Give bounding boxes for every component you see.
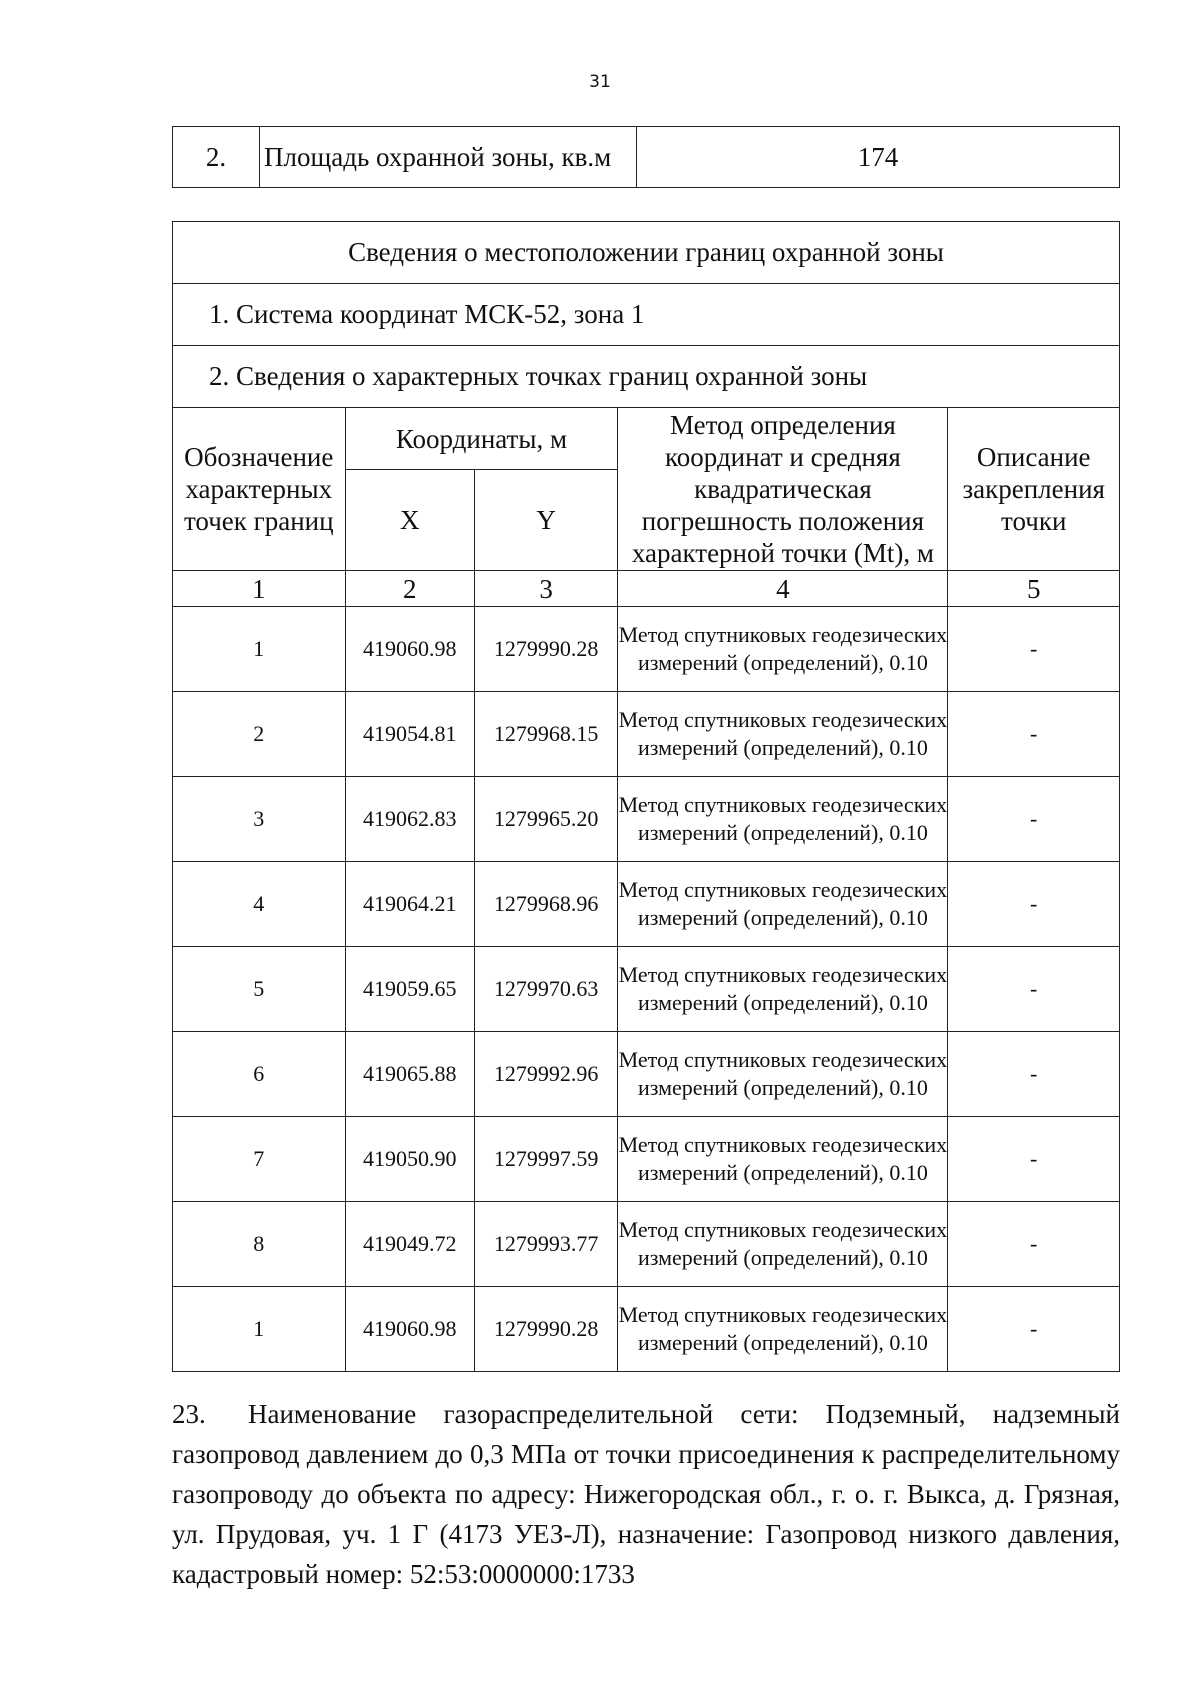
point-description: -: [948, 692, 1120, 777]
point-description: -: [948, 777, 1120, 862]
point-x: 419062.83: [345, 777, 474, 862]
header-x: X: [345, 470, 474, 571]
point-description: -: [948, 862, 1120, 947]
column-number: 1: [173, 571, 346, 607]
paragraph-text: Наименование газораспределительной сети: Подземный, надземный газопровод давлением до 0,3 МПа от точки присоединения к распределительному газопроводу до объекта по адресу: Нижегородская обл., г. о. г. Выкса, д. Грязная, ул. Прудовая, уч. 1 Г (4173 УЕЗ-Л), назначение: Газопровод низкого давления, кадастровый номер: 52:53:0000000:1733: [172, 1399, 1120, 1589]
column-number: 5: [948, 571, 1120, 607]
header-method: Метод определения координат и средняя квадратическая погрешность положения характерной точки (Mt), м: [618, 408, 948, 571]
point-x: 419059.65: [345, 947, 474, 1032]
point-description: -: [948, 1117, 1120, 1202]
column-number: 4: [618, 571, 948, 607]
point-method: Метод спутниковых геодезических измерений (определений), 0.10: [618, 862, 948, 947]
column-number-row: [173, 571, 1120, 607]
area-table: [172, 126, 1120, 188]
point-id: 1: [173, 607, 346, 692]
boundary-table: [172, 221, 1120, 1372]
area-number: 2.: [173, 127, 260, 188]
point-id: 6: [173, 1032, 346, 1117]
point-method: Метод спутниковых геодезических измерений (определений), 0.10: [618, 607, 948, 692]
header-y: Y: [474, 470, 617, 571]
point-method: Метод спутниковых геодезических измерений (определений), 0.10: [618, 1117, 948, 1202]
coordinate-system-row: [173, 284, 1120, 346]
table-row: [173, 947, 1120, 1032]
table-row: [173, 692, 1120, 777]
point-method: Метод спутниковых геодезических измерений (определений), 0.10: [618, 777, 948, 862]
point-x: 419064.21: [345, 862, 474, 947]
paragraph-number: 23.: [172, 1399, 206, 1429]
point-method: Метод спутниковых геодезических измерений (определений), 0.10: [618, 947, 948, 1032]
point-y: 1279992.96: [474, 1032, 617, 1117]
header-coordinates: Координаты, м: [345, 408, 618, 470]
point-description: -: [948, 1287, 1120, 1372]
coordinate-system: 1. Система координат МСК-52, зона 1: [173, 284, 1120, 346]
point-description: -: [948, 947, 1120, 1032]
table-row: [173, 862, 1120, 947]
point-id: 2: [173, 692, 346, 777]
point-method: Метод спутниковых геодезических измерений (определений), 0.10: [618, 692, 948, 777]
table-row: [173, 1117, 1120, 1202]
point-id: 7: [173, 1117, 346, 1202]
point-y: 1279993.77: [474, 1202, 617, 1287]
point-y: 1279990.28: [474, 607, 617, 692]
table-row: [173, 1287, 1120, 1372]
area-label: Площадь охранной зоны, кв.м: [260, 127, 637, 188]
points-info-row: [173, 346, 1120, 408]
table-row: [173, 1202, 1120, 1287]
point-x: 419065.88: [345, 1032, 474, 1117]
table-row: [173, 777, 1120, 862]
point-y: 1279968.15: [474, 692, 617, 777]
point-description: -: [948, 1202, 1120, 1287]
point-description: -: [948, 607, 1120, 692]
column-number: 3: [474, 571, 617, 607]
header-row-1: [173, 408, 1120, 470]
point-id: 4: [173, 862, 346, 947]
area-value: 174: [637, 127, 1120, 188]
point-x: 419060.98: [345, 607, 474, 692]
point-y: 1279997.59: [474, 1117, 617, 1202]
point-x: 419054.81: [345, 692, 474, 777]
point-description: -: [948, 1032, 1120, 1117]
table-title-row: [173, 222, 1120, 284]
network-description: [172, 1394, 1120, 1594]
page-number: 31: [589, 72, 611, 92]
point-id: 3: [173, 777, 346, 862]
point-x: 419060.98: [345, 1287, 474, 1372]
point-id: 8: [173, 1202, 346, 1287]
point-x: 419049.72: [345, 1202, 474, 1287]
header-designation: Обозначение характерных точек границ: [173, 408, 346, 571]
point-y: 1279968.96: [474, 862, 617, 947]
point-method: Метод спутниковых геодезических измерений (определений), 0.10: [618, 1287, 948, 1372]
point-x: 419050.90: [345, 1117, 474, 1202]
area-row: [173, 127, 1120, 188]
points-info: 2. Сведения о характерных точках границ охранной зоны: [173, 346, 1120, 408]
point-y: 1279990.28: [474, 1287, 617, 1372]
point-method: Метод спутниковых геодезических измерений (определений), 0.10: [618, 1032, 948, 1117]
column-number: 2: [345, 571, 474, 607]
header-description: Описание закрепления точки: [948, 408, 1120, 571]
point-id: 1: [173, 1287, 346, 1372]
table-row: [173, 607, 1120, 692]
point-y: 1279965.20: [474, 777, 617, 862]
table-title: Сведения о местоположении границ охранной зоны: [173, 222, 1120, 284]
point-id: 5: [173, 947, 346, 1032]
point-y: 1279970.63: [474, 947, 617, 1032]
point-method: Метод спутниковых геодезических измерений (определений), 0.10: [618, 1202, 948, 1287]
table-row: [173, 1032, 1120, 1117]
